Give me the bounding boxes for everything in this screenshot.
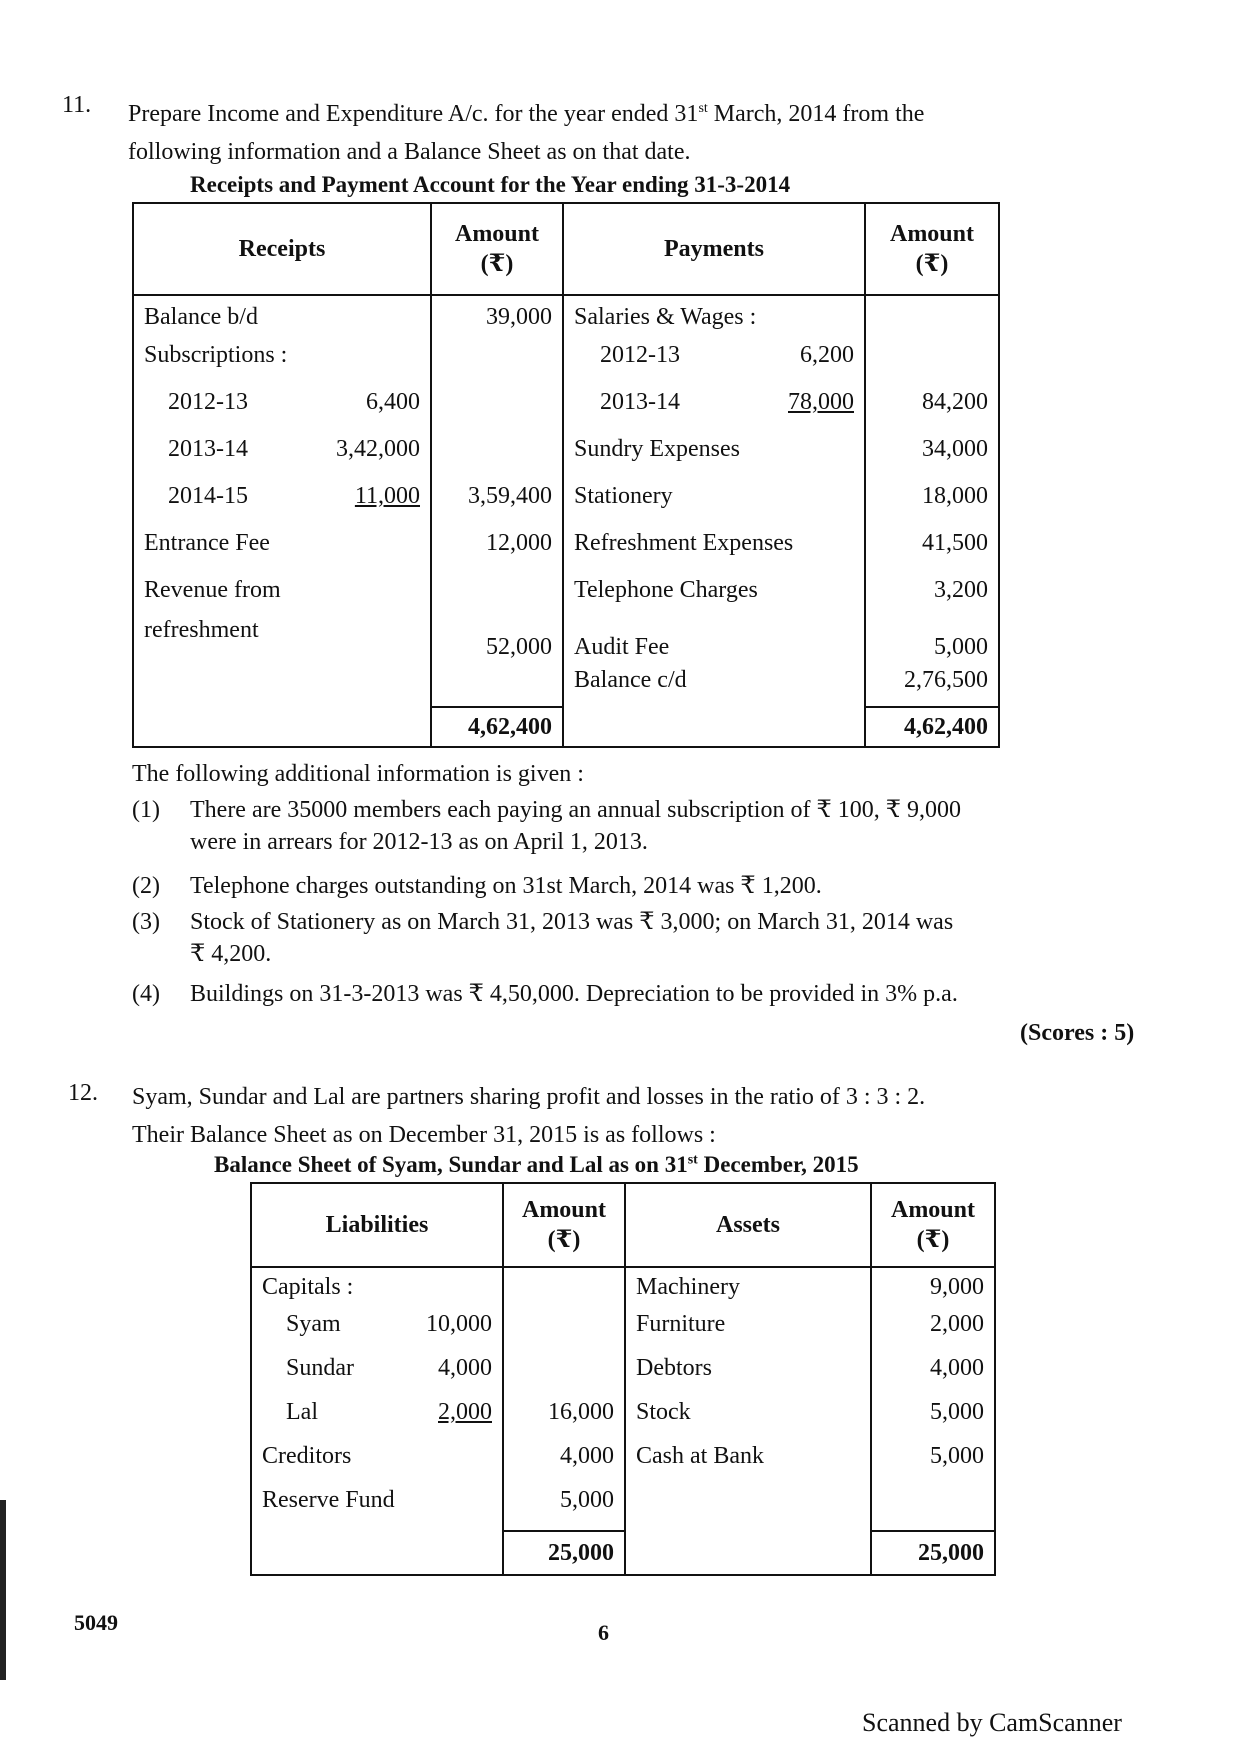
question-11-sup: st bbox=[698, 101, 708, 116]
payment-sundry-expenses: Sundry Expenses bbox=[563, 436, 865, 483]
salaries-total: 84,200 bbox=[865, 389, 999, 436]
assets-header: Assets bbox=[625, 1183, 871, 1267]
payments-amount-header: Amount (₹) bbox=[865, 203, 999, 295]
asset-machinery-amount: 9,000 bbox=[871, 1267, 995, 1311]
asset-debtors-amount: 4,000 bbox=[871, 1355, 995, 1399]
additional-info-heading: The following additional information is given : bbox=[132, 761, 584, 787]
payment-telephone-charges: Telephone Charges bbox=[563, 577, 865, 617]
capital-lal: Lal 2,000 bbox=[251, 1399, 503, 1443]
capitals-label: Capitals : bbox=[251, 1267, 503, 1311]
subscription-row-2014-15: 2014-15 11,000 bbox=[133, 483, 431, 530]
payment-audit-fee: Audit Fee bbox=[563, 617, 865, 661]
capital-sundar: Sundar 4,000 bbox=[251, 1355, 503, 1399]
receipt-balance-bd: Balance b/d bbox=[133, 295, 431, 342]
question-11-number: 11. bbox=[62, 92, 92, 118]
question-11-line2: following information and a Balance Sheet as on that date. bbox=[128, 139, 691, 165]
receipts-payments-caption: Receipts and Payment Account for the Year ending 31-3-2014 bbox=[190, 172, 791, 197]
assets-total: 25,000 bbox=[871, 1531, 995, 1575]
liabilities-amount-header: Amount (₹) bbox=[503, 1183, 625, 1267]
capital-syam: Syam 10,000 bbox=[251, 1311, 503, 1355]
receipt-revenue-label-1: Revenue from bbox=[133, 577, 431, 617]
assets-amount-header: Amount (₹) bbox=[871, 1183, 995, 1267]
liability-creditors: Creditors bbox=[251, 1443, 503, 1487]
balance-sheet-table bbox=[250, 1182, 996, 1576]
payment-stationery: Stationery bbox=[563, 483, 865, 530]
question-12-line2: Their Balance Sheet as on December 31, 2015 is as follows : bbox=[132, 1122, 716, 1148]
payment-audit-amount: 5,000 bbox=[865, 617, 999, 661]
question-12-line1: Syam, Sundar and Lal are partners sharing profit and losses in the ratio of 3 : 3 : 2. bbox=[132, 1084, 926, 1110]
question-12-text bbox=[132, 1078, 1142, 1154]
receipt-entrance-fee: Entrance Fee bbox=[133, 530, 431, 577]
payments-header: Payments bbox=[563, 203, 865, 295]
additional-item-3: (3) Stock of Stationery as on March 31, 2013 was ₹ 3,000; on March 31, 2014 was ₹ 4,200. bbox=[132, 909, 954, 967]
payments-total: 4,62,400 bbox=[865, 707, 999, 747]
asset-furniture-amount: 2,000 bbox=[871, 1311, 995, 1355]
asset-machinery: Machinery bbox=[625, 1267, 871, 1311]
question-11-text bbox=[128, 90, 1158, 171]
receipt-subscriptions-label: Subscriptions : bbox=[133, 342, 431, 389]
receipts-total: 4,62,400 bbox=[431, 707, 563, 747]
payment-balance-cd: Balance c/d bbox=[563, 661, 865, 707]
asset-cash-amount: 5,000 bbox=[871, 1443, 995, 1487]
scan-edge-shadow bbox=[0, 1500, 6, 1680]
question-12-number: 12. bbox=[68, 1080, 98, 1106]
payment-stationery-amount: 18,000 bbox=[865, 483, 999, 530]
page-number: 6 bbox=[598, 1620, 609, 1645]
additional-item-4: (4) Buildings on 31-3-2013 was ₹ 4,50,000. Depreciation to be provided in 3% p.a. bbox=[132, 981, 958, 1007]
receipt-revenue-amount: 52,000 bbox=[431, 617, 563, 661]
asset-stock: Stock bbox=[625, 1399, 871, 1443]
receipts-header: Receipts bbox=[133, 203, 431, 295]
camscanner-watermark: Scanned by CamScanner bbox=[862, 1708, 1122, 1737]
question-11-line1-end: March, 2014 from the bbox=[707, 101, 925, 127]
receipt-revenue-label-2: refreshment bbox=[133, 617, 431, 661]
subscription-row-2012-13: 2012-13 6,400 bbox=[133, 389, 431, 436]
receipts-amount-header: Amount (₹) bbox=[431, 203, 563, 295]
receipt-entrance-amount: 12,000 bbox=[431, 530, 563, 577]
payment-telephone-amount: 3,200 bbox=[865, 577, 999, 617]
liability-reserve-fund: Reserve Fund bbox=[251, 1487, 503, 1531]
liabilities-header: Liabilities bbox=[251, 1183, 503, 1267]
receipts-payments-table bbox=[132, 202, 1000, 748]
question-11-scores: (Scores : 5) bbox=[1020, 1020, 1135, 1046]
asset-stock-amount: 5,000 bbox=[871, 1399, 995, 1443]
additional-item-1: (1) There are 35000 members each paying an annual subscription of ₹ 100, ₹ 9,000 were in arrears for 2012-13 as on April 1, 2013. bbox=[132, 797, 961, 855]
payment-sundry-amount: 34,000 bbox=[865, 436, 999, 483]
balance-sheet-caption: Balance Sheet of Syam, Sundar and Lal as on 31st December, 2015 bbox=[214, 1152, 859, 1177]
liabilities-total: 25,000 bbox=[503, 1531, 625, 1575]
capitals-total: 16,000 bbox=[503, 1399, 625, 1443]
receipt-balance-amount: 39,000 bbox=[431, 295, 563, 342]
question-11-line1: Prepare Income and Expenditure A/c. for the year ended 31 bbox=[128, 101, 699, 127]
subscriptions-total: 3,59,400 bbox=[431, 483, 563, 530]
payment-balance-amount: 2,76,500 bbox=[865, 661, 999, 707]
subscription-row-2013-14: 2013-14 3,42,000 bbox=[133, 436, 431, 483]
additional-item-2: (2) Telephone charges outstanding on 31st March, 2014 was ₹ 1,200. bbox=[132, 873, 822, 899]
payment-refreshment-expenses: Refreshment Expenses bbox=[563, 530, 865, 577]
payment-salaries-label: Salaries & Wages : bbox=[563, 295, 865, 342]
liability-reserve-amount: 5,000 bbox=[503, 1487, 625, 1531]
payment-refreshment-amount: 41,500 bbox=[865, 530, 999, 577]
salary-row-2012-13: 2012-13 6,200 bbox=[563, 342, 865, 389]
asset-debtors: Debtors bbox=[625, 1355, 871, 1399]
asset-cash-at-bank: Cash at Bank bbox=[625, 1443, 871, 1487]
liability-creditors-amount: 4,000 bbox=[503, 1443, 625, 1487]
paper-code: 5049 bbox=[74, 1610, 118, 1635]
asset-furniture: Furniture bbox=[625, 1311, 871, 1355]
salary-row-2013-14: 2013-14 78,000 bbox=[563, 389, 865, 436]
